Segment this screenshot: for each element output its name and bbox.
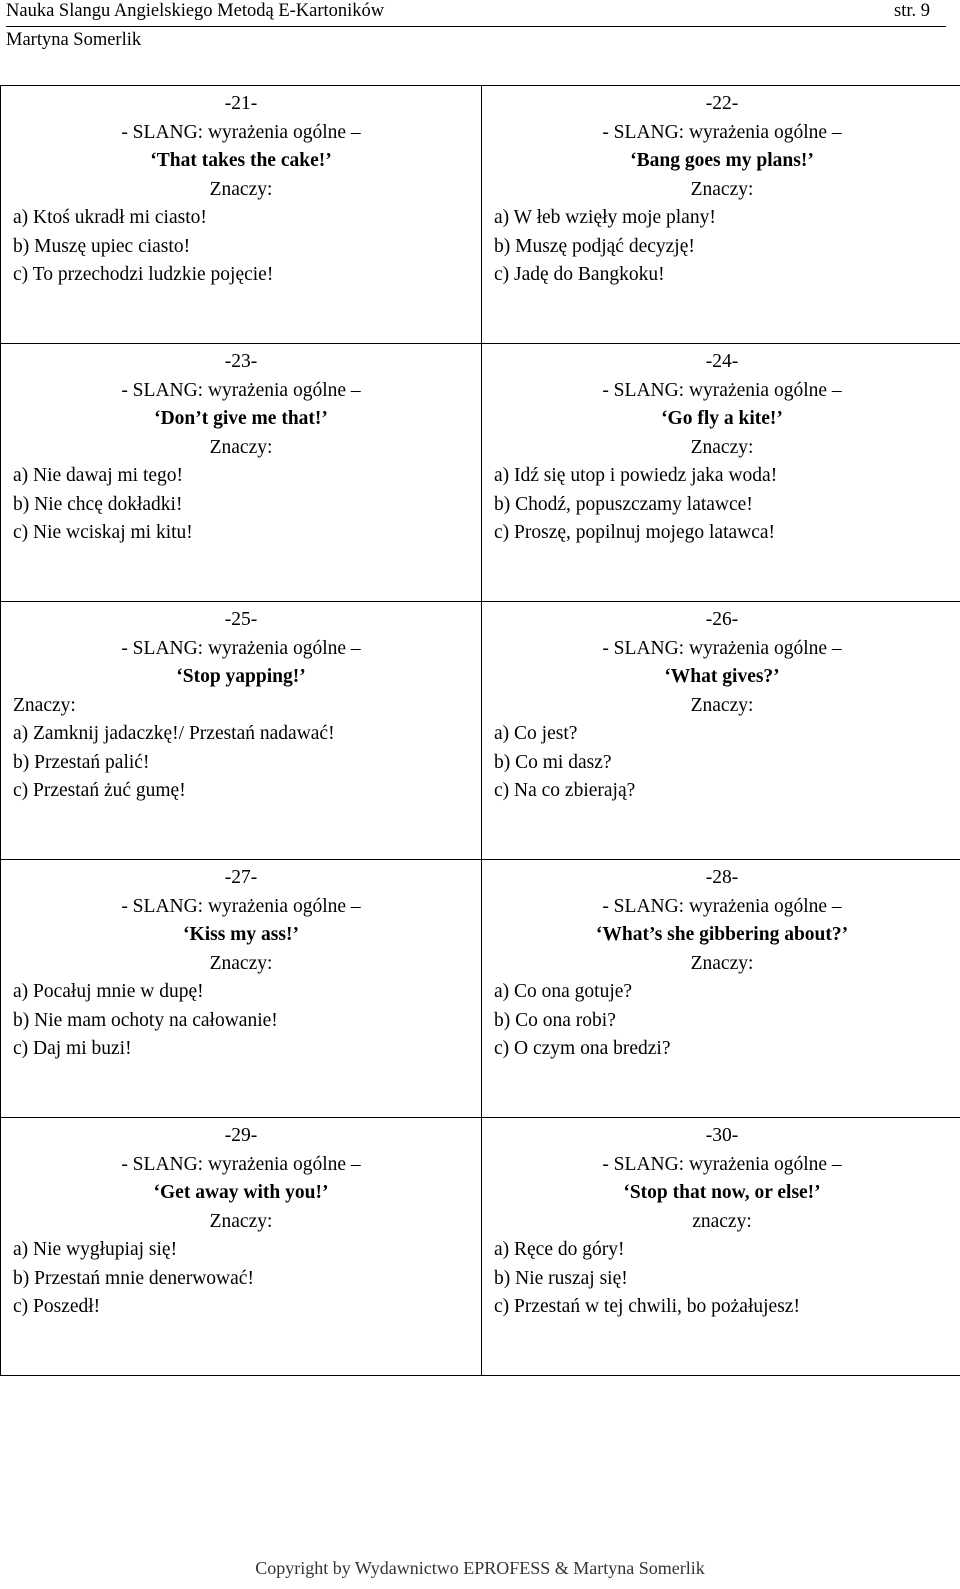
flashcard: [1, 1118, 481, 1322]
meaning-label: Znaczy:: [690, 178, 754, 200]
flashcard: [1, 860, 481, 1064]
meaning-label: Znaczy:: [209, 1210, 273, 1232]
flashcard-cell: [1, 86, 482, 344]
flashcard: [482, 86, 960, 290]
answer-option: a) W łeb wzięły moje plany!: [494, 207, 716, 228]
answer-option: c) Przestań w tej chwili, bo pożałujesz!: [494, 1296, 800, 1317]
flashcard: [482, 602, 960, 806]
slang-phrase: ‘Get away with you!’: [153, 1182, 329, 1203]
flashcard-cell: [1, 860, 482, 1118]
flashcard: [1, 602, 481, 806]
card-number: -23-: [224, 351, 258, 372]
page-header: [6, 0, 946, 27]
answer-option: c) Nie wciskaj mi kitu!: [13, 522, 193, 543]
slang-phrase: ‘Stop that now, or else!’: [623, 1182, 821, 1203]
answer-option: b) Nie mam ochoty na całowanie!: [13, 1009, 278, 1031]
flashcard-row: [1, 86, 960, 344]
slang-phrase: ‘That takes the cake!’: [150, 150, 332, 171]
author-name: Martyna Somerlik: [6, 30, 142, 50]
meaning-label: Znaczy:: [13, 694, 76, 716]
flashcard: [482, 860, 960, 1064]
answer-option: c) Poszedł!: [13, 1296, 101, 1317]
meaning-label: Znaczy:: [690, 694, 754, 716]
card-category: - SLANG: wyrażenia ogólne –: [121, 121, 361, 143]
answer-option: c) Przestań żuć gumę!: [13, 780, 186, 801]
flashcard-cell: [482, 602, 960, 860]
slang-phrase: ‘What’s she gibbering about?’: [595, 924, 849, 945]
answer-option: c) Na co zbierają?: [494, 780, 636, 801]
card-category: - SLANG: wyrażenia ogólne –: [602, 121, 842, 143]
answer-option: b) Nie chcę dokładki!: [13, 493, 183, 515]
card-number: -24-: [705, 351, 739, 372]
slang-phrase: ‘Don’t give me that!’: [154, 408, 328, 429]
card-category: - SLANG: wyrażenia ogólne –: [602, 1153, 842, 1175]
answer-option: c) O czym ona bredzi?: [494, 1038, 671, 1059]
flashcard-grid: [0, 85, 960, 1376]
card-number: -29-: [224, 1125, 258, 1146]
answer-option: a) Co jest?: [494, 723, 578, 744]
answer-option: c) To przechodzi ludzkie pojęcie!: [13, 264, 274, 285]
flashcard-cell: [482, 1118, 960, 1376]
meaning-label: Znaczy:: [209, 178, 273, 200]
meaning-label: Znaczy:: [209, 436, 273, 458]
copyright-footer: Copyright by Wydawnictwo EPROFESS & Martyna Somerlik: [255, 1558, 705, 1578]
card-category: - SLANG: wyrażenia ogólne –: [602, 637, 842, 659]
flashcard-cell: [482, 344, 960, 602]
answer-option: b) Muszę podjąć decyzję!: [494, 235, 695, 257]
answer-option: b) Chodź, popuszczamy latawce!: [494, 493, 753, 515]
flashcard: [1, 86, 481, 290]
answer-option: b) Co ona robi?: [494, 1009, 616, 1031]
answer-option: a) Nie dawaj mi tego!: [13, 465, 184, 486]
card-category: - SLANG: wyrażenia ogólne –: [602, 379, 842, 401]
answer-option: c) Daj mi buzi!: [13, 1038, 132, 1059]
flashcard-cell: [1, 602, 482, 860]
card-number: -30-: [705, 1125, 739, 1146]
answer-option: b) Przestań mnie denerwować!: [13, 1267, 254, 1289]
answer-option: c) Proszę, popilnuj mojego latawca!: [494, 522, 776, 543]
card-category: - SLANG: wyrażenia ogólne –: [121, 379, 361, 401]
slang-phrase: ‘What gives?’: [664, 666, 780, 687]
answer-option: a) Nie wygłupiaj się!: [13, 1239, 178, 1260]
card-number: -27-: [224, 867, 258, 888]
flashcard-cell: [482, 860, 960, 1118]
card-category: - SLANG: wyrażenia ogólne –: [121, 637, 361, 659]
card-number: -26-: [705, 609, 739, 630]
flashcard-cell: [1, 344, 482, 602]
flashcard: [482, 344, 960, 548]
answer-option: a) Idź się utop i powiedz jaka woda!: [494, 465, 778, 486]
card-number: -25-: [224, 609, 258, 630]
card-category: - SLANG: wyrażenia ogólne –: [121, 1153, 361, 1175]
flashcard-row: [1, 860, 960, 1118]
answer-option: c) Jadę do Bangkoku!: [494, 264, 665, 285]
slang-phrase: ‘Stop yapping!’: [176, 666, 306, 687]
flashcard-row: [1, 602, 960, 860]
answer-option: b) Co mi dasz?: [494, 751, 612, 773]
answer-option: a) Zamknij jadaczkę!/ Przestań nadawać!: [13, 723, 335, 744]
card-number: -28-: [705, 867, 739, 888]
flashcard: [1, 344, 481, 548]
meaning-label: Znaczy:: [690, 952, 754, 974]
card-number: -21-: [224, 93, 258, 114]
flashcard-row: [1, 344, 960, 602]
answer-option: a) Ktoś ukradł mi ciasto!: [13, 207, 207, 228]
flashcard-cell: [1, 1118, 482, 1376]
document-title: Nauka Slangu Angielskiego Metodą E-Kartoników: [6, 1, 385, 21]
meaning-label: Znaczy:: [209, 952, 273, 974]
flashcard-row: [1, 1118, 960, 1376]
slang-phrase: ‘Bang goes my plans!’: [630, 150, 814, 171]
card-category: - SLANG: wyrażenia ogólne –: [602, 895, 842, 917]
card-number: -22-: [705, 93, 739, 114]
slang-phrase: ‘Kiss my ass!’: [183, 924, 299, 945]
slang-phrase: ‘Go fly a kite!’: [661, 408, 783, 429]
answer-option: b) Przestań palić!: [13, 751, 150, 773]
answer-option: a) Co ona gotuje?: [494, 981, 633, 1002]
answer-option: a) Ręce do góry!: [494, 1239, 625, 1260]
answer-option: b) Nie ruszaj się!: [494, 1267, 628, 1289]
meaning-label: znaczy:: [692, 1210, 752, 1232]
page-number: str. 9: [894, 1, 930, 21]
flashcard-cell: [482, 86, 960, 344]
answer-option: b) Muszę upiec ciasto!: [13, 235, 191, 257]
flashcard: [482, 1118, 960, 1322]
answer-option: a) Pocałuj mnie w dupę!: [13, 981, 204, 1002]
meaning-label: Znaczy:: [690, 436, 754, 458]
card-category: - SLANG: wyrażenia ogólne –: [121, 895, 361, 917]
